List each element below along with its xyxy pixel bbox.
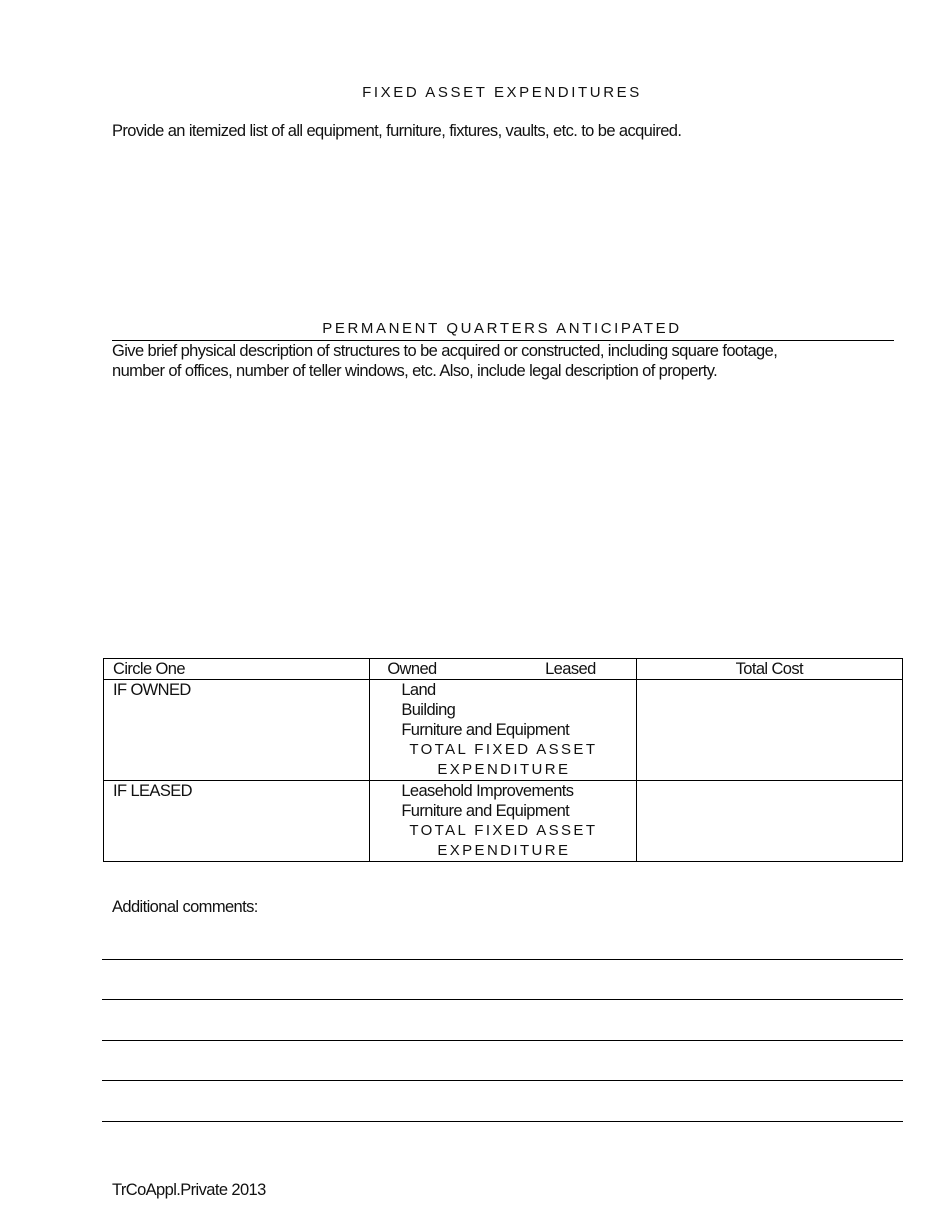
if-leased-label: IF LEASED (104, 781, 370, 862)
fixed-asset-heading: FIXED ASSET EXPENDITURES (362, 84, 642, 101)
owned-total-cost-cell[interactable] (636, 680, 902, 781)
item-furniture-equipment: Furniture and Equipment (401, 721, 570, 739)
item-leasehold-improvements: Leasehold Improvements (401, 782, 574, 800)
if-owned-label: IF OWNED (104, 680, 370, 781)
owned-option[interactable]: Owned (387, 660, 437, 678)
footer-form-id: TrCoAppl.Private 2013 (112, 1181, 266, 1199)
permanent-quarters-instruction (112, 341, 777, 381)
total-label-cont: EXPENDITURE (437, 842, 571, 859)
comment-line[interactable] (102, 959, 903, 960)
leased-total-cost-cell[interactable] (636, 781, 902, 862)
fixed-asset-table (103, 658, 903, 862)
comment-line[interactable] (102, 1121, 903, 1122)
item-land: Land (401, 681, 436, 699)
total-label: TOTAL FIXED ASSET (409, 741, 598, 758)
item-building: Building (401, 701, 456, 719)
instruction-line: number of offices, number of teller windows, etc. Also, include legal description of property. (112, 362, 718, 380)
total-label-cont: EXPENDITURE (437, 761, 571, 778)
total-cost-header: Total Cost (636, 659, 902, 680)
table-row-leased (104, 781, 903, 862)
total-label: TOTAL FIXED ASSET (409, 822, 598, 839)
table-header-row (104, 659, 903, 680)
instruction-line: Give brief physical description of structures to be acquired or constructed, including square footage, (112, 342, 778, 360)
owned-leased-header (370, 659, 636, 680)
table-row-owned (104, 680, 903, 781)
additional-comments-label: Additional comments: (112, 898, 258, 916)
comment-line[interactable] (102, 999, 903, 1000)
comment-line[interactable] (102, 1040, 903, 1041)
item-furniture-equipment: Furniture and Equipment (401, 802, 570, 820)
leased-items (370, 781, 636, 862)
leased-option[interactable]: Leased (545, 660, 596, 678)
circle-one-header: Circle One (104, 659, 370, 680)
comment-line[interactable] (102, 1080, 903, 1081)
owned-items (370, 680, 636, 781)
fixed-asset-instruction: Provide an itemized list of all equipment, furniture, fixtures, vaults, etc. to be acquired. (112, 122, 682, 140)
permanent-quarters-heading: PERMANENT QUARTERS ANTICIPATED (322, 320, 682, 337)
